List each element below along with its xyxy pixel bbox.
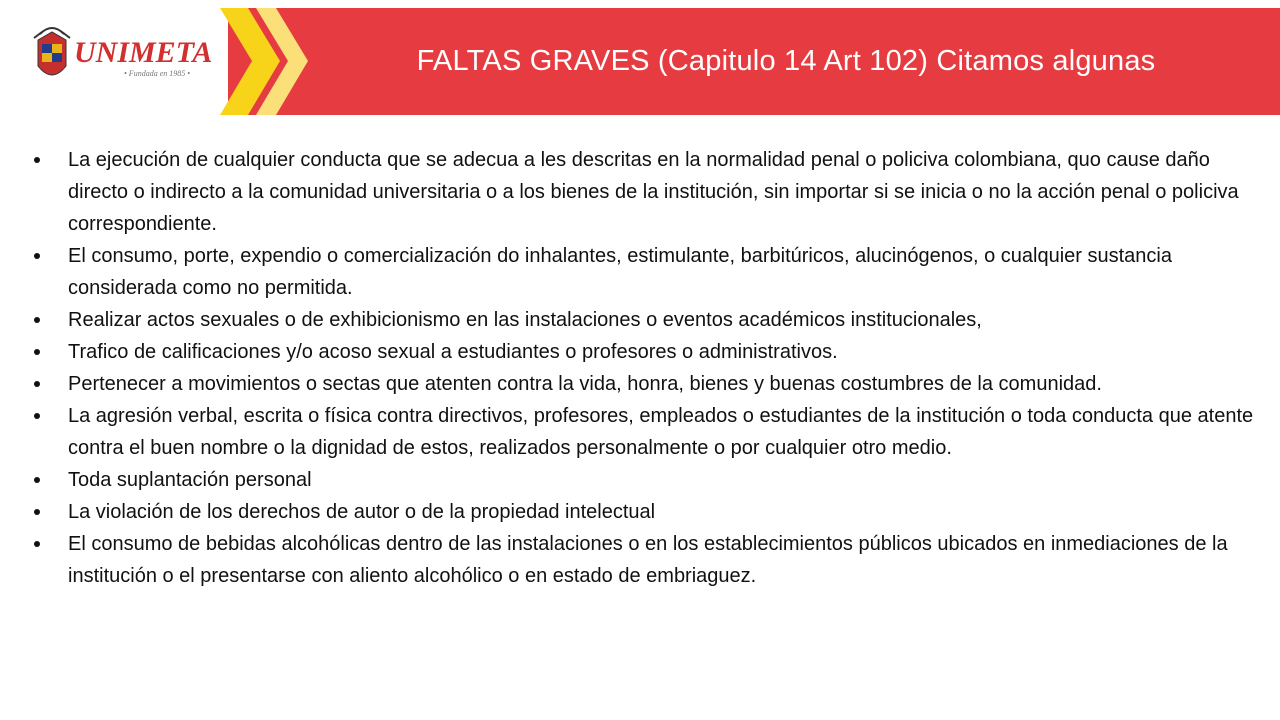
bullet-item [30,144,1260,240]
bullet-dot-icon [34,413,40,419]
bullet-item [30,240,1260,304]
bullet-item [30,400,1260,464]
svg-text:• Fundada en 1985 •: • Fundada en 1985 • [124,69,191,78]
bullet-text: La ejecución de cualquier conducta que se adecua a les descritas en la normalidad penal o policiva colombiana, quo cause daño directo o indirecto a la comunidad universitaria o a los bienes de la institución, sin importar si se inicia o no la acción penal o policiva correspondiente. [68,149,1239,235]
bullet-item [30,464,1260,496]
bullet-text: La agresión verbal, escrita o física contra directivos, profesores, empleados o estudiantes de la institución o toda conducta que atente contra el buen nombre o la dignidad de estos, realizados personalmente o por cualquier otro medio. [68,405,1254,459]
bullet-dot-icon [34,477,40,483]
bullet-item [30,368,1260,400]
shield-icon [34,28,70,75]
bullet-item [30,528,1260,592]
bullet-item [30,304,1260,336]
bullet-item [30,496,1260,528]
svg-text:UNIMETA: UNIMETA [74,36,213,69]
bullet-content [30,144,1260,592]
bullet-text: Trafico de calificaciones y/o acoso sexual a estudiantes o profesores o administrativos. [68,341,838,363]
bullet-dot-icon [34,541,40,547]
bullet-dot-icon [34,381,40,387]
bullet-dot-icon [34,157,40,163]
bullet-dot-icon [34,253,40,259]
unimeta-logo [30,22,225,92]
bullet-dot-icon [34,349,40,355]
bullet-text: Realizar actos sexuales o de exhibicionismo en las instalaciones o eventos académicos institucionales, [68,309,982,331]
bullet-item [30,336,1260,368]
bullet-dot-icon [34,509,40,515]
bullet-dot-icon [34,317,40,323]
bullet-text: El consumo, porte, expendio o comercialización do inhalantes, estimulante, barbitúricos, alucinógenos, o cualquier sustancia considerada como no permitida. [68,245,1172,299]
slide-title: FALTAS GRAVES (Capitulo 14 Art 102) Citamos algunas [416,45,1156,77]
bullet-text: La violación de los derechos de autor o de la propiedad intelectual [68,501,656,523]
chevron-decoration [220,8,330,115]
bullet-text: El consumo de bebidas alcohólicas dentro de las instalaciones o en los establecimientos públicos ubicados en inmediaciones de la institución o el presentarse con aliento alcohólico o en estado de embriaguez. [68,533,1228,587]
bullet-list [30,144,1260,592]
bullet-text: Toda suplantación personal [68,469,312,491]
bullet-text: Pertenecer a movimientos o sectas que atenten contra la vida, honra, bienes y buenas costumbres de la comunidad. [68,373,1102,395]
